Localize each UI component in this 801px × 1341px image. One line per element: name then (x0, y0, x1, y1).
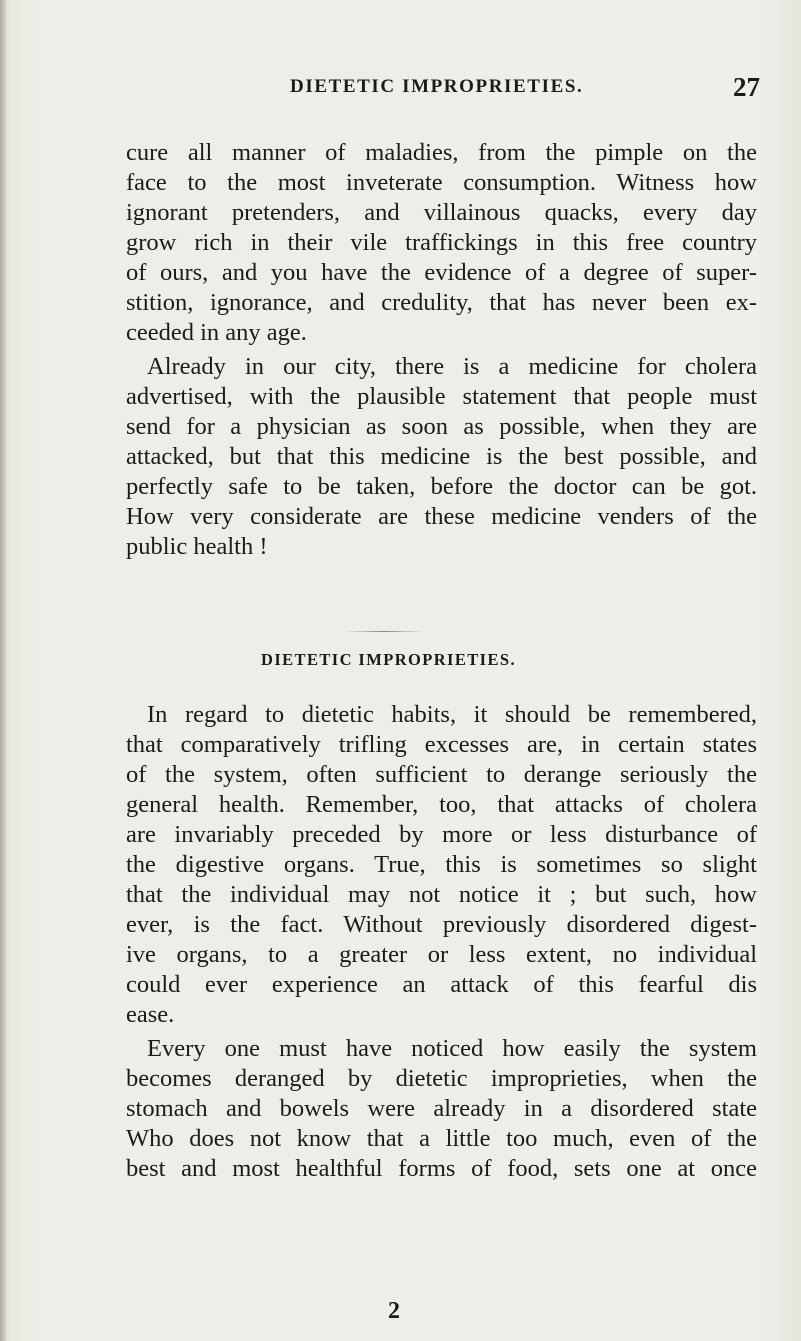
text-line: grow rich in their vile traffickings in this free country (126, 229, 757, 256)
text-line: best and most healthful forms of food, sets one at once (126, 1155, 757, 1182)
text-line: How very considerate are these medicine venders of the (126, 503, 757, 530)
running-head (0, 72, 801, 106)
text-line: ever, is the fact. Without previously disordered digest- (126, 911, 757, 938)
text-line: Every one must have noticed how easily the system (147, 1035, 757, 1062)
text-line: of the system, often sufficient to derange seriously the (126, 761, 757, 788)
text-line: face to the most inveterate consumption. Witness how (126, 169, 757, 196)
text-line: Already in our city, there is a medicine for cholera (147, 353, 757, 380)
text-line: ceeded in any age. (126, 319, 307, 346)
section-divider (344, 631, 424, 632)
text-line: general health. Remember, too, that attacks of cholera (126, 791, 757, 818)
text-line: of ours, and you have the evidence of a degree of super- (126, 259, 757, 286)
running-title: DIETETIC IMPROPRIETIES. (290, 76, 584, 97)
text-line: Who does not know that a little too much, even of the (126, 1125, 757, 1152)
text-line: public health ! (126, 533, 268, 560)
text-line: that the individual may not notice it ; but such, how (126, 881, 757, 908)
signature-mark: 2 (388, 1298, 400, 1324)
text-line: becomes deranged by dietetic improprieties, when the (126, 1065, 757, 1092)
text-line: ease. (126, 1001, 175, 1028)
section-heading: DIETETIC IMPROPRIETIES. (261, 650, 516, 669)
text-line: stition, ignorance, and credulity, that has never been ex- (126, 289, 757, 316)
page-number: 27 (733, 72, 760, 102)
text-line: the digestive organs. True, this is sometimes so slight (126, 851, 757, 878)
text-line: are invariably preceded by more or less disturbance of (126, 821, 757, 848)
text-line: ive organs, to a greater or less extent, no individual (126, 941, 757, 968)
text-line: send for a physician as soon as possible, when they are (126, 413, 757, 440)
text-line: stomach and bowels were already in a disordered state (126, 1095, 757, 1122)
text-line: In regard to dietetic habits, it should be remembered, (147, 701, 757, 728)
text-line: perfectly safe to be taken, before the doctor can be got. (126, 473, 757, 500)
binding-edge-shadow (0, 0, 6, 1341)
text-line: could ever experience an attack of this fearful dis (126, 971, 757, 998)
text-line: cure all manner of maladies, from the pimple on the (126, 139, 757, 166)
text-line: ignorant pretenders, and villainous quacks, every day (126, 199, 757, 226)
text-line: that comparatively trifling excesses are, in certain states (126, 731, 757, 758)
text-line: attacked, but that this medicine is the best possible, and (126, 443, 757, 470)
text-line: advertised, with the plausible statement that people must (126, 383, 757, 410)
